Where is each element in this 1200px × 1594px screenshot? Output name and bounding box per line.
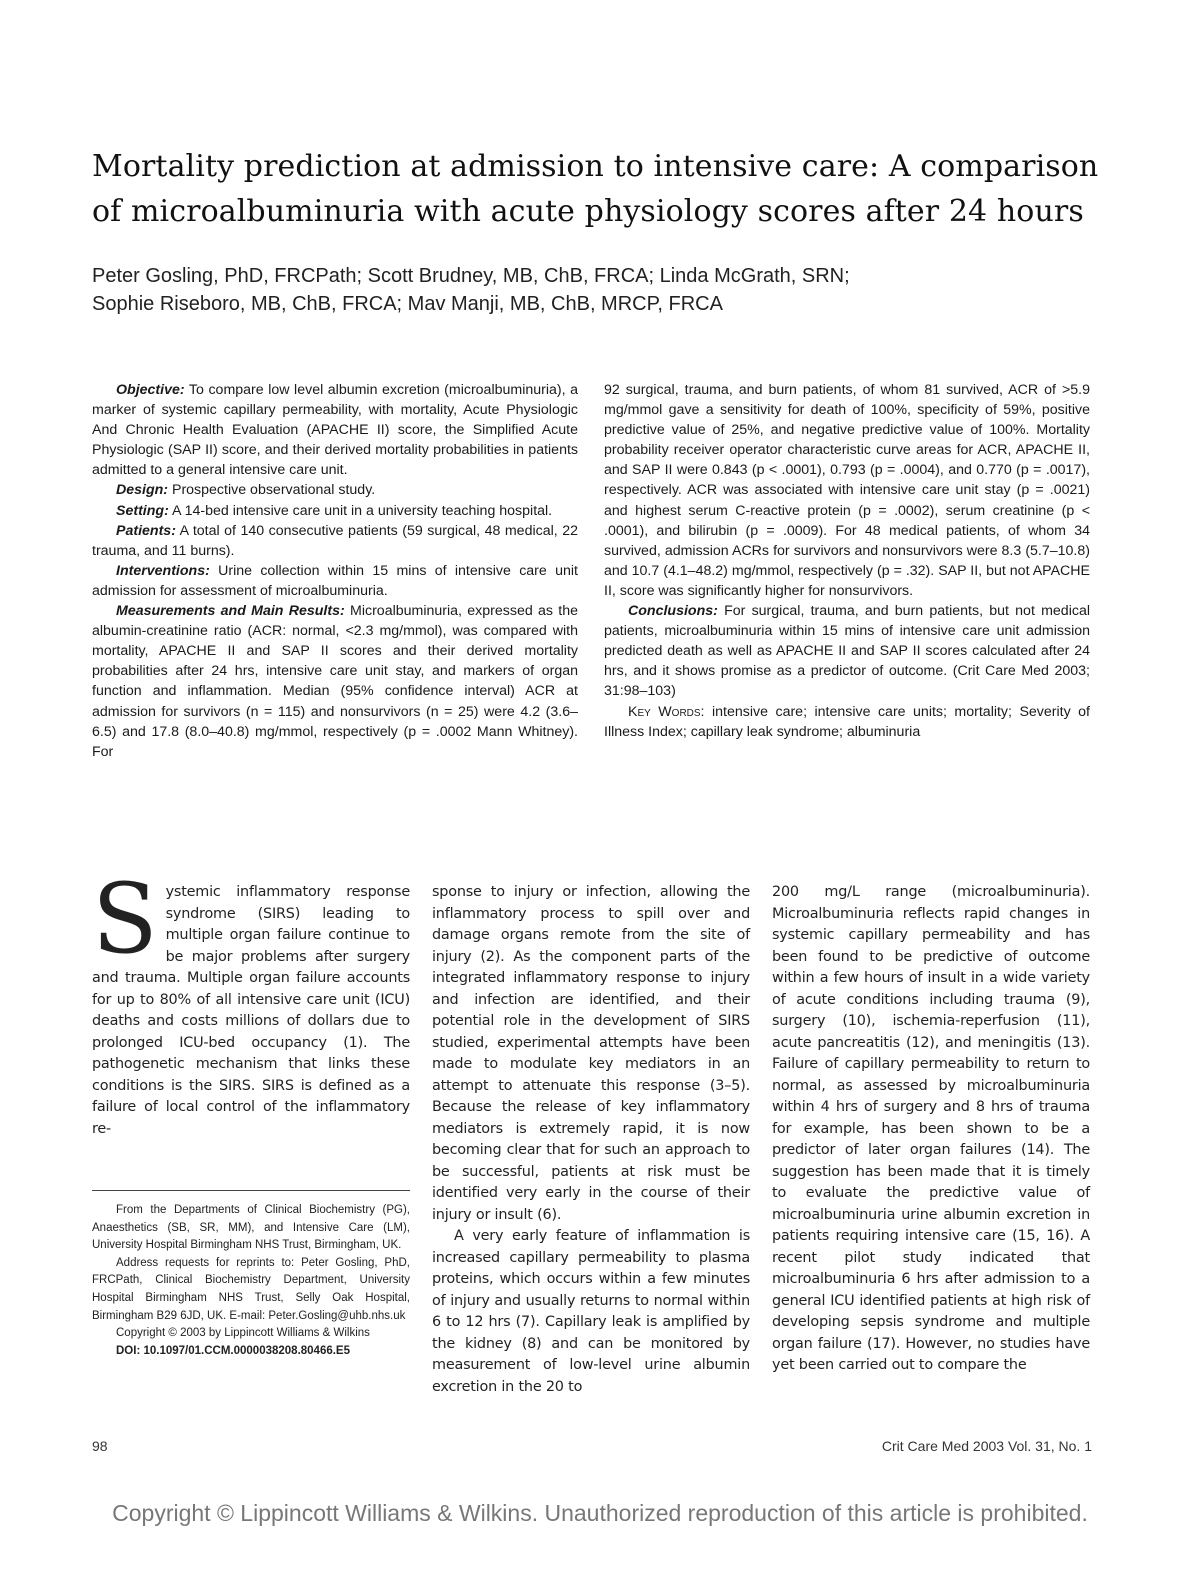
footnote-doi: DOI: 10.1097/01.CCM.0000038208.80466.E5: [116, 1344, 350, 1357]
footnote-address: Address requests for reprints to: Peter Gosling, PhD, FRCPath, Clinical Biochemistry Department, University Hospital Birmingham NHS Trust, Selly Oak Hospital, Birmingham B29 6JD, UK. E-mail: Peter.Gosling@uhb.nhs.uk: [92, 1256, 410, 1322]
abstract-objective: [92, 380, 578, 480]
footnote: [92, 1202, 410, 1360]
keywords-text: intensive care; intensive care units; mortality; Severity of Illness Index; capillary leak syndrome; albuminuria: [604, 703, 1091, 740]
intro-paragraph: [92, 863, 410, 1140]
abstract-design: [92, 480, 578, 500]
abstract-left-column: [92, 380, 578, 762]
abstract-right-column: [604, 380, 1090, 742]
journal-reference: Crit Care Med 2003 Vol. 31, No. 1: [881, 1438, 1092, 1454]
measurements-label: Measurements and Main Results:: [116, 603, 345, 620]
body-column-3: [772, 882, 1090, 1377]
abstract-patients: [92, 521, 578, 561]
abstract-keywords: [604, 702, 1090, 742]
measurements-text: Microalbuminuria, expressed as the albumin-creatinine ratio (ACR: normal, <2.3 mg/mmol), was compared with mortality, APACHE II and SAP II scores and their derived mortality probabilities after 24 hrs, intensive care unit stay, and markers of organ function and inflammation. Median (95% confidence interval) ACR at admission for survivors (n = 115) and nonsurvivors (n = 25) were 4.2 (3.6–6.5) and 17.8 (8.0–40.8) mg/mmol, respectively (p = .0002 Mann Whitney). For: [92, 603, 578, 760]
author-list: [92, 262, 1112, 318]
author-line-2: Sophie Riseboro, MB, ChB, FRCA; Mav Manji, MB, ChB, MRCP, FRCA: [92, 293, 723, 315]
interventions-label: Interventions:: [116, 562, 210, 579]
conclusions-text: For surgical, trauma, and burn patients, but not medical patients, microalbuminuria within 15 mins of intensive care unit admission predicted death as well as APACHE II and SAP II scores calculated after 24 hrs, and it shows promise as a predictor of outcome. (Crit Care Med 2003; 31:98–103): [604, 603, 1090, 700]
author-line-1: Peter Gosling, PhD, FRCPath; Scott Brudney, MB, ChB, FRCA; Linda McGrath, SRN;: [92, 265, 850, 287]
setting-text: A 14-bed intensive care unit in a university teaching hospital.: [171, 502, 553, 519]
setting-label: Setting:: [116, 502, 169, 519]
drop-cap: S: [92, 863, 158, 975]
copyright-banner: Copyright © Lippincott Williams & Wilkins. Unauthorized reproduction of this article is prohibited.: [112, 1500, 1088, 1526]
patients-text: A total of 140 consecutive patients (59 surgical, 48 medical, 22 trauma, and 11 burns).: [92, 522, 578, 559]
conclusions-label: Conclusions:: [628, 603, 718, 620]
body-column-2: [432, 882, 750, 1398]
footnote-divider: [92, 1190, 410, 1191]
page-number: 98: [92, 1438, 108, 1454]
objective-text: To compare low level albumin excretion (microalbuminuria), a marker of systemic capillary permeability, with mortality, Acute Physiologic And Chronic Health Evaluation (APACHE II) score, the Simplified Acute Physiologic (SAP II) score, and their derived mortality probabilities in patients admitted to a general intensive care unit.: [92, 382, 579, 479]
intro-text: ystemic inflammatory response syndrome (SIRS) leading to multiple organ failure continue to be major problems after surgery and trauma. Multiple organ failure accounts for up to 80% of all intensive care unit (ICU) deaths and costs millions of dollars due to prolonged ICU-bed occupancy (1). The pathogenetic mechanism that links these conditions is the SIRS. SIRS is defined as a failure of local control of the inflammatory re-: [92, 884, 410, 1137]
body-paragraph: 200 mg/L range (microalbuminuria). Microalbuminuria reflects rapid changes in systemic capillary permeability and has been found to be predictive of outcome within a few hours of insult in a wide variety of acute conditions including trauma (9), surgery (10), ischemia-reperfusion (11), acute pancreatitis (12), and meningitis (13). Failure of capillary permeability to return to normal, as assessed by microalbuminuria within 4 hrs of surgery and 8 hrs of trauma for example, has been shown to be a predictor of later organ failures (14). The suggestion has been made that it is timely to evaluate the predictive value of microalbuminuria urine albumin excretion in patients requiring intensive care (15, 16). A recent pilot study indicated that microalbuminuria 6 hrs after admission to a general ICU identified patients at high risk of developing sepsis syndrome and multiple organ failure (17). However, no studies have yet been carried out to compare the: [772, 884, 1090, 1373]
patients-label: Patients:: [116, 522, 176, 539]
interventions-text: Urine collection within 15 mins of intensive care unit admission for assessment of microalbuminuria.: [92, 562, 578, 599]
body-paragraph: sponse to injury or infection, allowing the inflammatory process to spill over and damage organs remote from the site of injury (2). As the component parts of the integrated inflammatory response to injury and infection are identified, and their potential role in the development of SIRS studied, experimental attempts have been made to modulate key mediators in an attempt to attenuate this response (3–5). Because the release of key inflammatory mediators is extremely rapid, it is now becoming clear that for such an approach to be successful, patients at risk must be identified very early in the course of their injury or insult (6).: [432, 884, 750, 1223]
body-column-1: [92, 863, 410, 1140]
footnote-affiliation: From the Departments of Clinical Biochemistry (PG), Anaesthetics (SB, SR, MM), and Intensive Care (LM), University Hospital Birmingham NHS Trust, Birmingham, UK.: [92, 1204, 410, 1252]
objective-label: Objective:: [116, 382, 185, 398]
measurements-continued: 92 surgical, trauma, and burn patients, of whom 81 survived, ACR of >5.9 mg/mmol gave a sensitivity for death of 100%, specificity of 59%, positive predictive value of 25%, and negative predictive value of 100%. Mortality probability receiver operator characteristic curve areas for ACR, APACHE II, and SAP II were 0.843 (p < .0001), 0.793 (p = .0004), and 0.770 (p = .0017), respectively. ACR was associated with intensive care unit stay (p = .0021) and highest serum C-reactive protein (p = .0002), serum creatinine (p < .0001), and bilirubin (p = .0009). For 48 medical patients, of whom 34 survived, admission ACRs for survivors and nonsurvivors were 8.3 (5.7–10.8) and 10.7 (4.1–48.2) mg/mmol, respectively (p = .32). SAP II, but not APACHE II, score was significantly higher for nonsurvivors.: [604, 382, 1090, 599]
design-label: Design:: [116, 482, 169, 499]
article-title: Mortality prediction at admission to intensive care: A comparison of microalbuminuria with acute physiology scores after 24 hours: [92, 149, 1099, 229]
design-text: Prospective observational study.: [171, 482, 376, 499]
abstract-measurements: [92, 601, 578, 762]
abstract-conclusions: [604, 601, 1090, 701]
footnote-copyright: Copyright © 2003 by Lippincott Williams & Wilkins: [116, 1327, 370, 1340]
abstract-interventions: [92, 561, 578, 601]
keywords-label: Key Words:: [628, 703, 705, 720]
body-paragraph: A very early feature of inflammation is increased capillary permeability to plasma proteins, which occurs within a few minutes of injury and usually returns to normal within 6 to 12 hrs (7). Capillary leak is amplified by the kidney (8) and can be monitored by measurement of low-level urine albumin excretion in the 20 to: [432, 1228, 750, 1395]
abstract-setting: [92, 501, 578, 521]
